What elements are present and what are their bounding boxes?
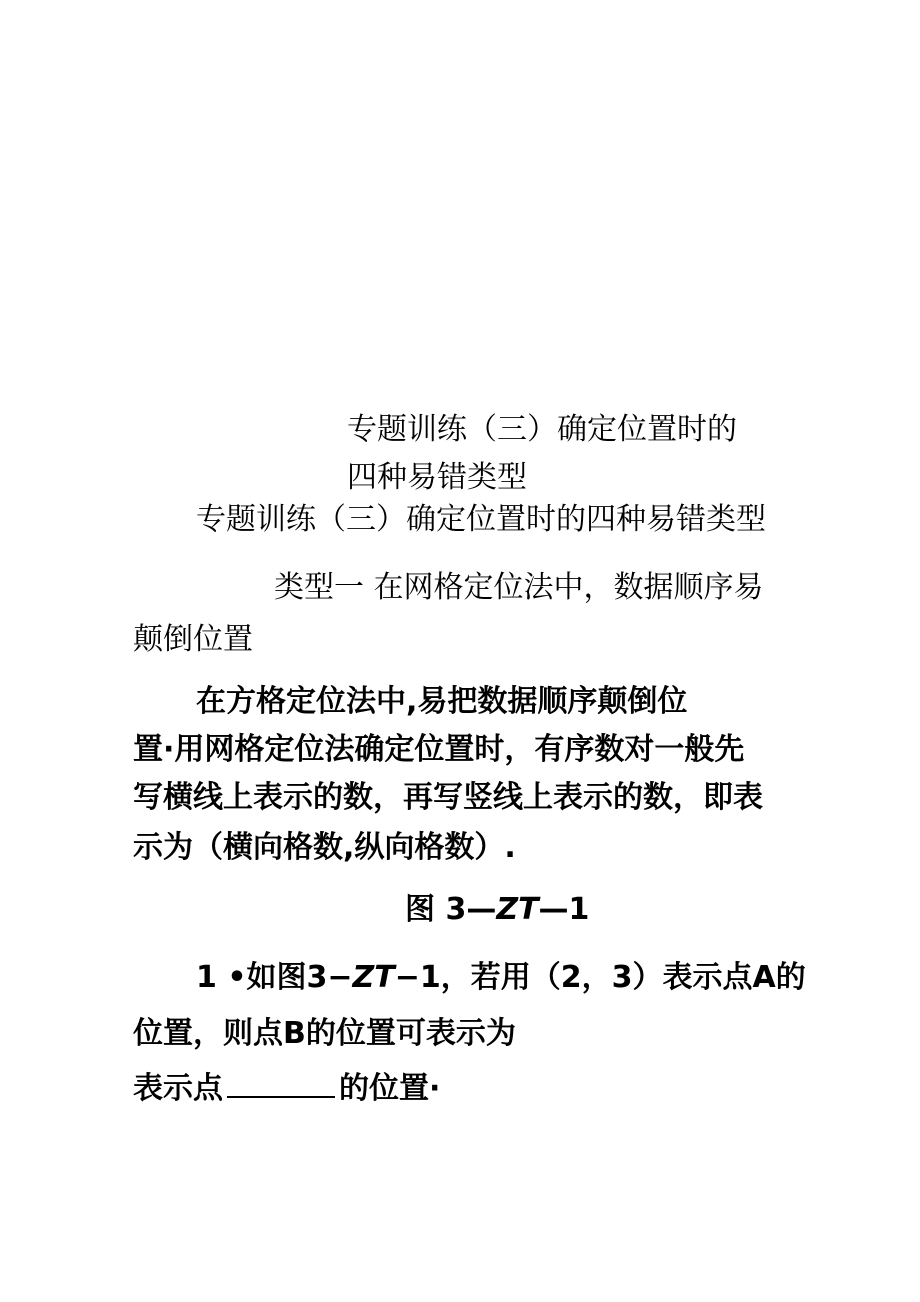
tip-line-1: 在方格定位法中,易把数据顺序颠倒位 bbox=[196, 684, 688, 719]
title-line-2: 四种易错类型 bbox=[347, 460, 527, 495]
tip-line-3: 写横线上表示的数，再写竖线上表示的数，即表 bbox=[133, 780, 763, 815]
figure-caption-prefix: 图 3— bbox=[405, 892, 497, 927]
answer-blank[interactable] bbox=[227, 1068, 335, 1098]
subtitle: 专题训练（三）确定位置时的四种易错类型 bbox=[196, 502, 766, 537]
tip-line-2: 置·用网格定位法确定位置时，有序数对一般先 bbox=[133, 732, 745, 767]
figure-caption bbox=[405, 890, 589, 930]
tip-line-4: 示为（横向格数,纵向格数）. bbox=[133, 830, 516, 865]
question-1-line-1 bbox=[196, 958, 806, 998]
type1-heading-line-2: 颠倒位置 bbox=[133, 622, 253, 657]
question-1-line-3-suffix: 的位置· bbox=[339, 1071, 441, 1106]
figure-caption-italic: ZT bbox=[496, 892, 539, 927]
question-1-line-2: 位置，则点B的位置可表示为 bbox=[133, 1016, 516, 1051]
question-1-suffix: −1，若用（2，3）表示点A的 bbox=[394, 960, 806, 995]
question-1-line-3-prefix: 表示点 bbox=[133, 1071, 223, 1106]
question-1-italic: ZT bbox=[352, 960, 395, 995]
title-line-1: 专题训练（三）确定位置时的 bbox=[347, 412, 737, 447]
type1-heading-line-1: 类型一 在网格定位法中，数据顺序易 bbox=[274, 570, 764, 605]
question-1-line-3 bbox=[133, 1068, 440, 1109]
figure-caption-suffix: —1 bbox=[538, 892, 590, 927]
question-1-prefix: 1 •如图3− bbox=[196, 960, 353, 995]
